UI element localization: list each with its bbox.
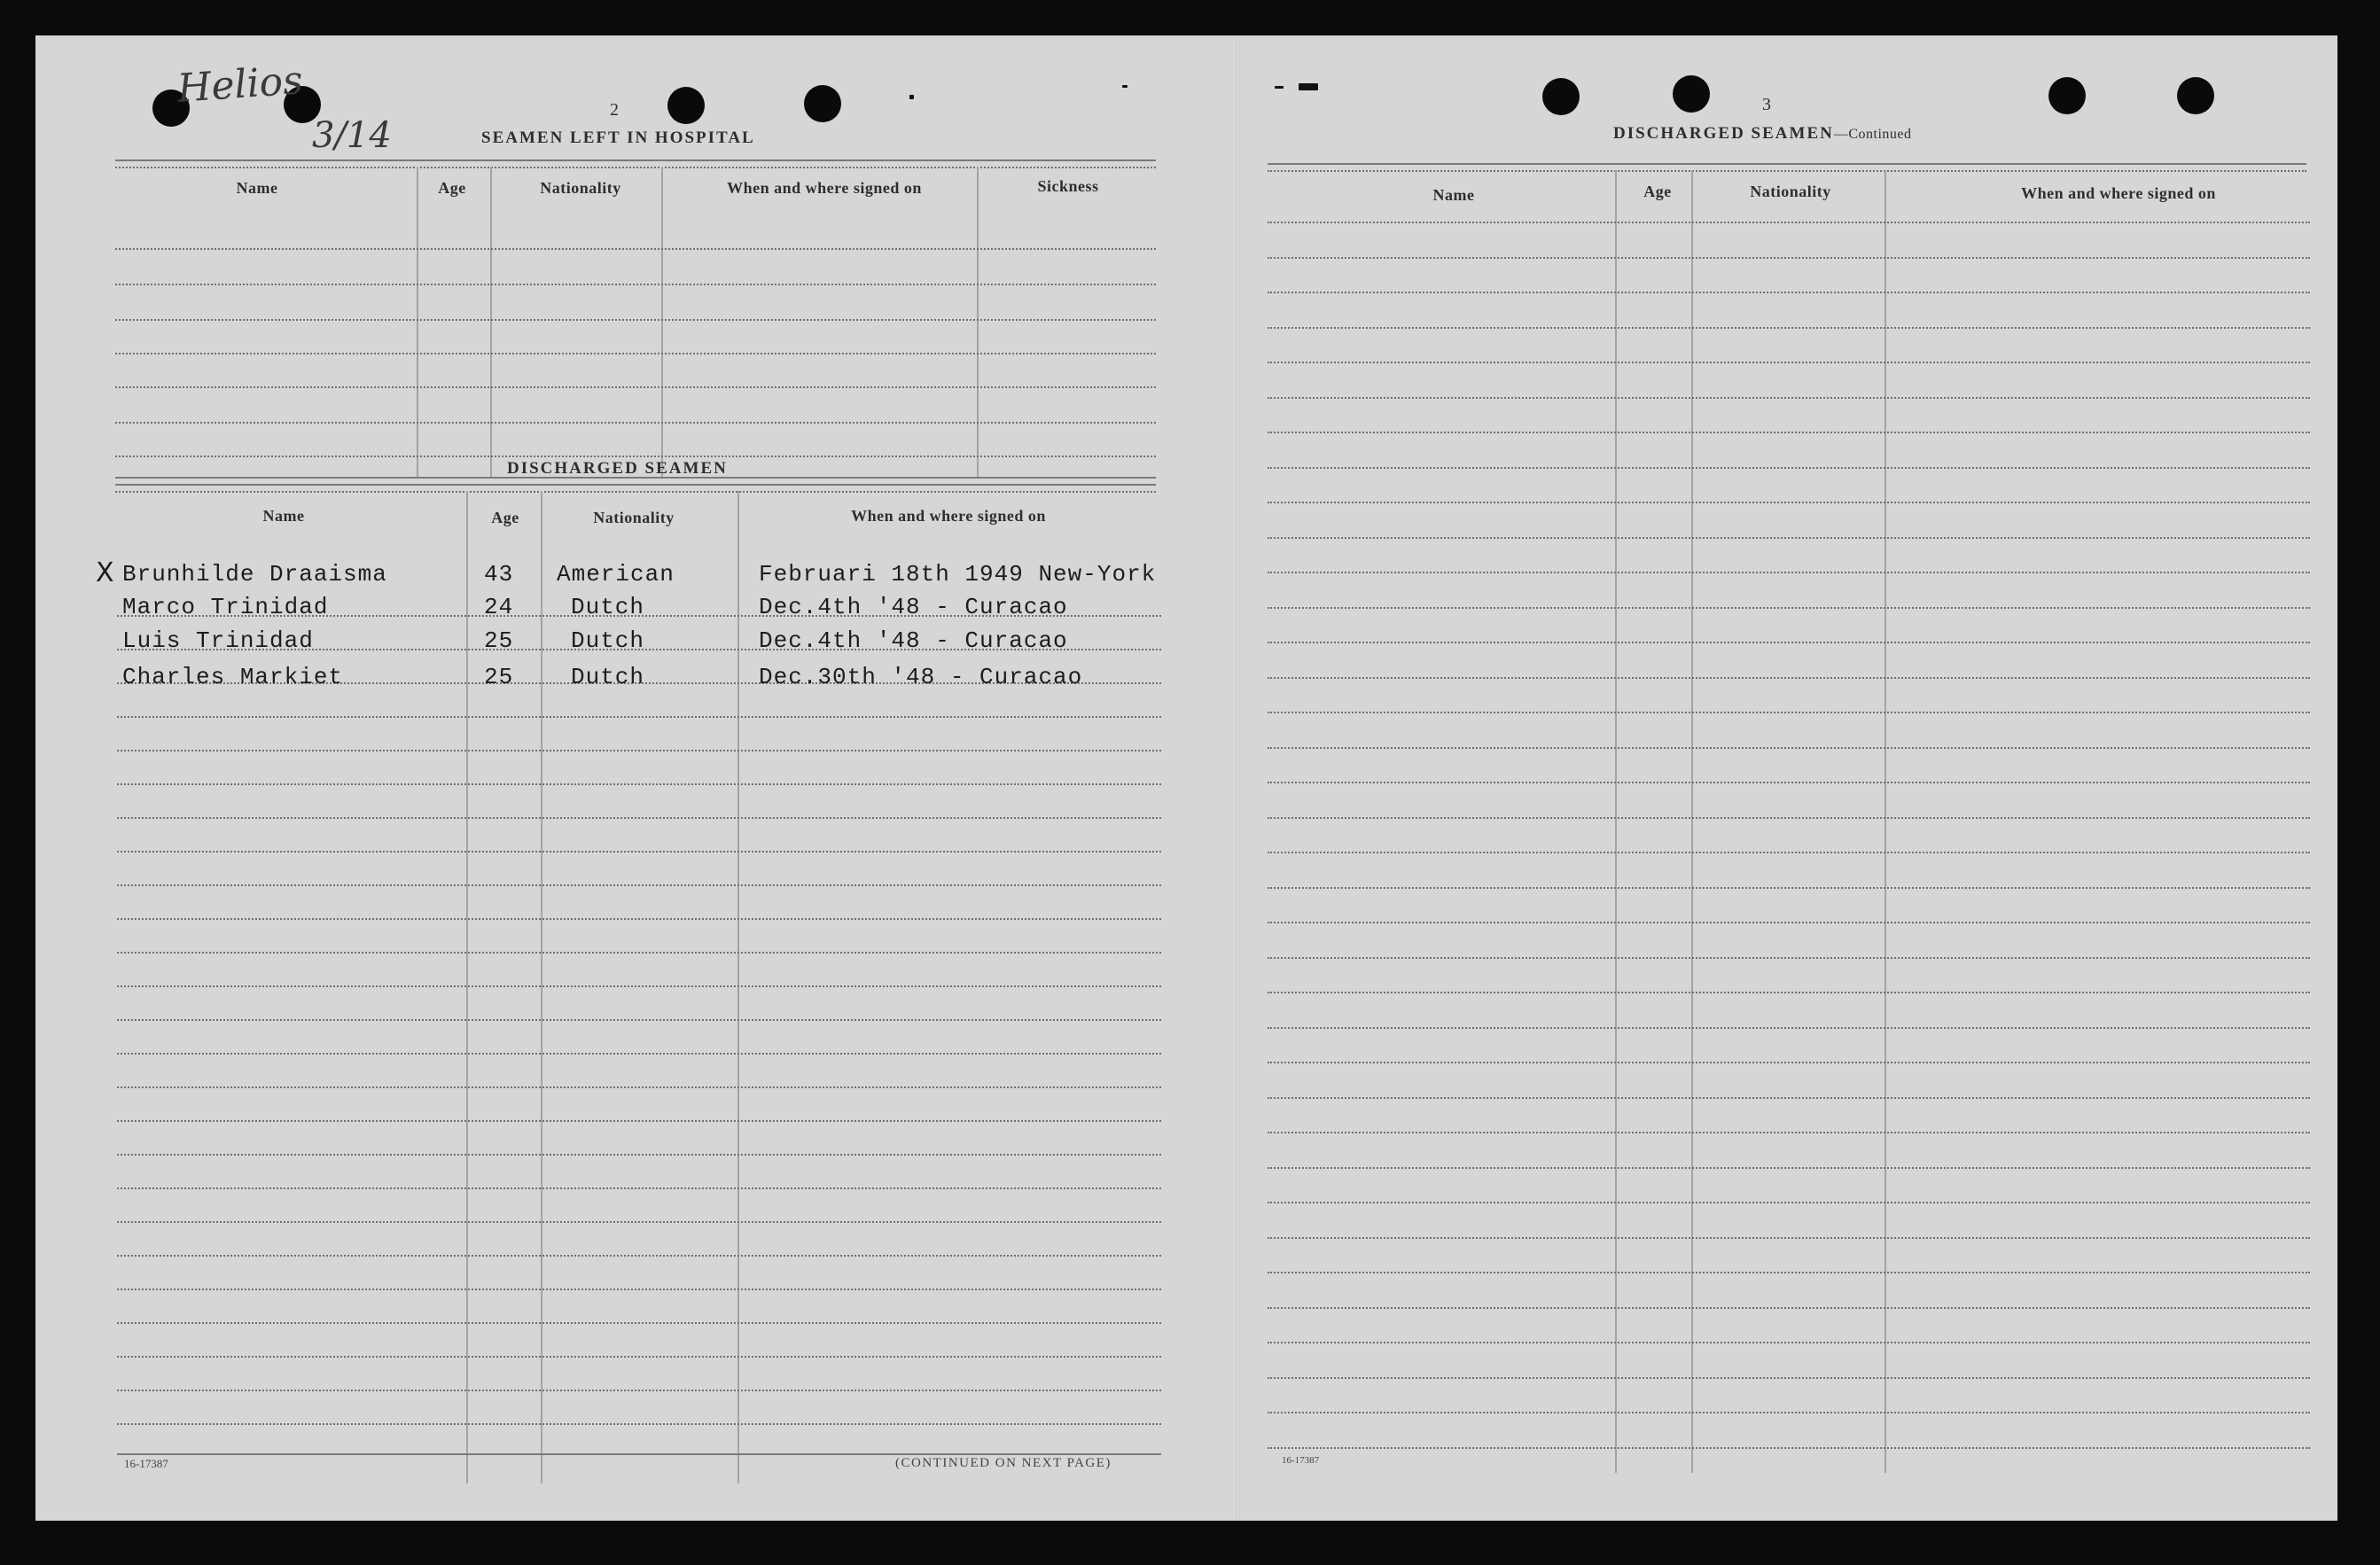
row-rule [1268, 572, 2310, 573]
row-rule [1268, 1342, 2310, 1343]
seaman-signed-on: Dec.30th '48 - Curacao [759, 664, 1083, 690]
rule [115, 167, 1156, 168]
row-rule [117, 1423, 1161, 1425]
row-rule [117, 851, 1161, 853]
rule [115, 491, 1156, 493]
seaman-name: Charles Markiet [122, 664, 344, 690]
seaman-nationality: Dutch [571, 594, 645, 620]
seaman-age: 25 [484, 627, 514, 654]
column-divider [737, 491, 739, 1483]
row-rule [1268, 887, 2310, 889]
row-rule [1268, 397, 2310, 399]
row-rule [117, 1187, 1161, 1189]
page-number-right: 3 [1762, 95, 1771, 114]
seaman-signed-on: Februari 18th 1949 New-York [759, 561, 1157, 588]
row-rule [117, 1053, 1161, 1055]
row-rule [1268, 817, 2310, 819]
row-rule [115, 319, 1156, 321]
row-rule [117, 817, 1161, 819]
column-divider [490, 167, 492, 479]
handwritten-date: 3/14 [312, 115, 392, 156]
seaman-nationality: American [557, 561, 675, 588]
row-rule [117, 1289, 1161, 1290]
column-divider [417, 167, 418, 479]
row-rule [117, 716, 1161, 718]
row-rule [1268, 1132, 2310, 1133]
row-rule [1268, 467, 2310, 469]
row-rule [1268, 292, 2310, 293]
form-number-right: 16-17387 [1282, 1455, 1320, 1466]
row-rule [1268, 747, 2310, 749]
seaman-age: 25 [484, 664, 514, 690]
punch-hole [804, 85, 841, 122]
right-col-age: Age [1643, 183, 1672, 200]
row-rule [1268, 922, 2310, 923]
ink-speck [909, 95, 914, 99]
column-divider [661, 167, 663, 479]
form-number-left: 16-17387 [124, 1457, 168, 1470]
rule [115, 160, 1156, 161]
ink-speck [1122, 85, 1128, 88]
row-rule [115, 248, 1156, 250]
row-rule [1268, 677, 2310, 679]
right-title-suffix: —Continued [1833, 127, 1912, 142]
hospital-col-name: Name [236, 179, 278, 197]
row-rule [1268, 782, 2310, 783]
column-divider [1691, 170, 1693, 1473]
row-rule [115, 353, 1156, 354]
row-rule [115, 284, 1156, 285]
row-rule [117, 918, 1161, 920]
row-rule [117, 952, 1161, 954]
row-rule [117, 1390, 1161, 1391]
row-rule [117, 1120, 1161, 1122]
hospital-col-nationality: Nationality [540, 179, 621, 197]
row-rule [1268, 852, 2310, 853]
column-divider [466, 491, 468, 1483]
row-rule [1268, 1062, 2310, 1063]
ink-speck [1275, 86, 1284, 89]
column-divider [1884, 170, 1886, 1473]
hospital-col-age: Age [438, 179, 466, 197]
page-fold [1237, 35, 1240, 1521]
row-rule [117, 750, 1161, 751]
seaman-signed-on: Dec.4th '48 - Curacao [759, 594, 1068, 620]
row-rule [1268, 712, 2310, 713]
right-col-name: Name [1432, 186, 1475, 204]
row-rule [1268, 1412, 2310, 1413]
page-number-left: 2 [610, 100, 619, 120]
row-rule [1268, 1307, 2310, 1309]
column-divider [1615, 170, 1617, 1473]
row-rule [1268, 432, 2310, 433]
right-col-signed-on: When and where signed on [2021, 184, 2216, 202]
seaman-name: Brunhilde Draaisma [122, 561, 387, 588]
rule [1268, 170, 2306, 172]
seaman-age: 24 [484, 594, 514, 620]
row-rule [117, 1453, 1161, 1455]
row-rule [1268, 607, 2310, 609]
row-rule [117, 1019, 1161, 1021]
row-rule [117, 884, 1161, 886]
row-rule [1268, 1027, 2310, 1029]
seaman-signed-on: Dec.4th '48 - Curacao [759, 627, 1068, 654]
continued-note: (CONTINUED ON NEXT PAGE) [895, 1456, 1112, 1470]
hospital-section-title: SEAMEN LEFT IN HOSPITAL [481, 128, 755, 147]
row-rule [1268, 327, 2310, 329]
handwritten-ship-name: Helios [176, 58, 305, 112]
seaman-age: 43 [484, 561, 514, 588]
discharged-col-signed-on: When and where signed on [851, 507, 1046, 525]
row-rule [1268, 537, 2310, 539]
discharged-col-age: Age [491, 509, 519, 526]
seaman-nationality: Dutch [571, 664, 645, 690]
row-rule [1268, 957, 2310, 959]
punch-hole [667, 87, 705, 124]
seaman-name: Luis Trinidad [122, 627, 314, 654]
punch-hole [2177, 77, 2214, 114]
right-section-title [1613, 124, 1912, 144]
row-rule [117, 1255, 1161, 1257]
row-rule [1268, 222, 2310, 223]
discharged-col-name: Name [262, 507, 305, 525]
punch-hole [2048, 77, 2086, 114]
row-rule [1268, 1097, 2310, 1099]
row-rule [117, 1154, 1161, 1156]
rule [115, 484, 1156, 486]
column-divider [541, 491, 542, 1483]
row-rule [115, 422, 1156, 424]
right-title-main: DISCHARGED SEAMEN [1613, 124, 1834, 143]
check-mark: X [96, 557, 114, 588]
row-rule [1268, 362, 2310, 363]
row-rule [115, 386, 1156, 388]
row-rule [1268, 1447, 2310, 1449]
seaman-name: Marco Trinidad [122, 594, 329, 620]
seaman-nationality: Dutch [571, 627, 645, 654]
row-rule [1268, 642, 2310, 643]
row-rule [117, 1221, 1161, 1223]
hospital-col-sickness: Sickness [1037, 177, 1099, 195]
punch-hole [1673, 75, 1710, 113]
hospital-col-signed-on: When and where signed on [727, 179, 922, 197]
row-rule [117, 1086, 1161, 1088]
row-rule [1268, 992, 2310, 993]
row-rule [1268, 257, 2310, 259]
row-rule [1268, 1237, 2310, 1239]
row-rule [1268, 1167, 2310, 1169]
right-col-nationality: Nationality [1750, 183, 1831, 200]
row-rule [1268, 1377, 2310, 1379]
rule [1268, 163, 2306, 165]
row-rule [1268, 1202, 2310, 1203]
row-rule [115, 455, 1156, 457]
row-rule [117, 985, 1161, 987]
column-divider [977, 167, 979, 479]
row-rule [1268, 1272, 2310, 1273]
discharged-section-title: DISCHARGED SEAMEN [507, 459, 728, 478]
discharged-col-nationality: Nationality [593, 509, 675, 526]
row-rule [117, 1322, 1161, 1324]
row-rule [1268, 502, 2310, 503]
ink-speck [1299, 83, 1318, 90]
row-rule [117, 1356, 1161, 1358]
punch-hole [1542, 78, 1580, 115]
ledger-sheet [35, 35, 2337, 1521]
row-rule [117, 783, 1161, 785]
